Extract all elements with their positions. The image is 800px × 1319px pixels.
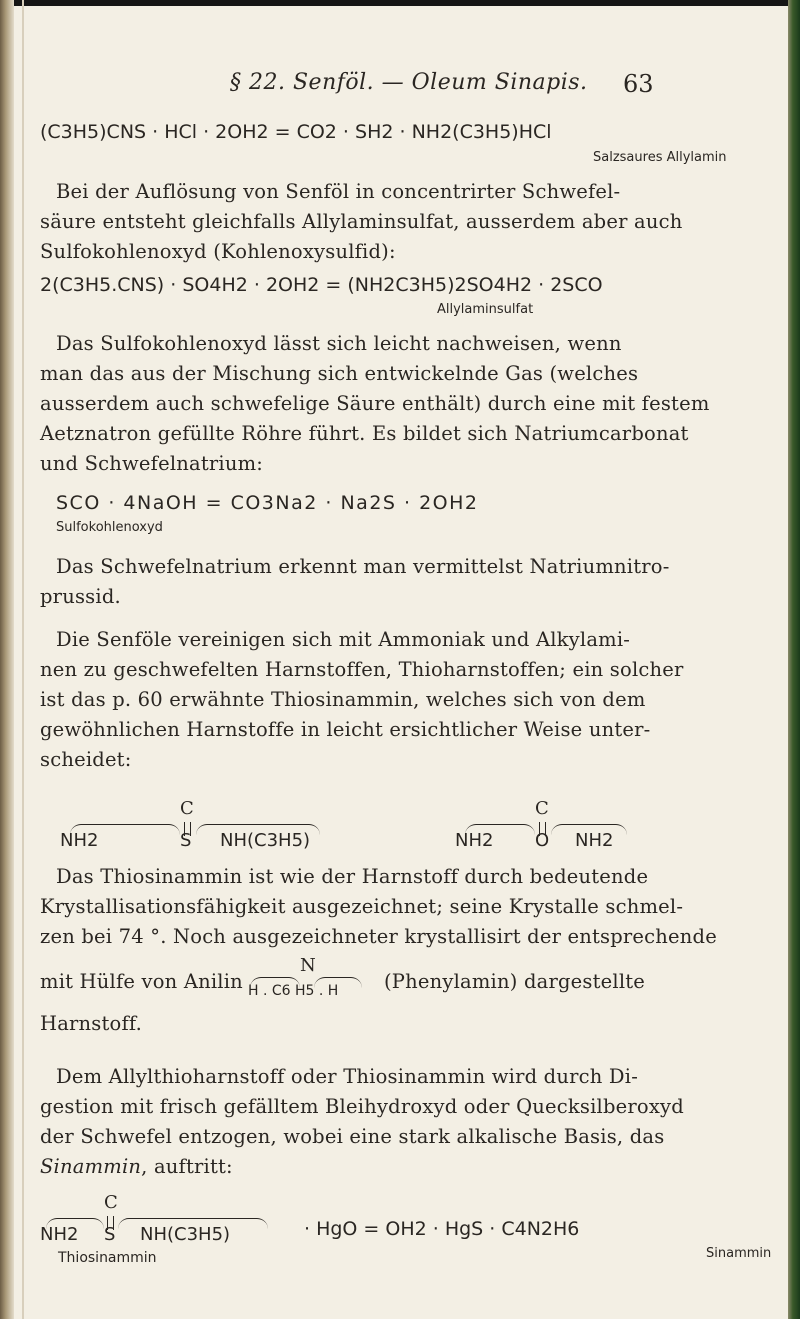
paragraph-1-line-3: Sulfokohlenoxyd (Kohlenoxysulfid): — [40, 240, 396, 263]
book-edge-right — [788, 0, 800, 1319]
paragraph-2-line-4: Aetznatron gefüllte Röhre führt. Es bildet sich Natriumcarbonat — [40, 422, 689, 445]
formula-3-label: Sulfokohlenoxyd — [56, 520, 163, 535]
final-product-label: Sinammin — [706, 1246, 772, 1261]
paragraph-5-line-2: Krystallisationsfähigkeit ausgezeichnet; seine Krystalle schmel- — [40, 895, 684, 918]
formula-2-label: Allylaminsulfat — [437, 302, 534, 317]
paragraph-2-line-1: Das Sulfokohlenoxyd lässt sich leicht nachweisen, wenn — [56, 332, 622, 355]
anilin-struct-top: N — [300, 955, 316, 976]
paragraph-6-line-2: gestion mit frisch gefälltem Bleihydroxyd oder Quecksilberoxyd — [40, 1095, 684, 1118]
binding-shadow — [0, 0, 14, 1319]
formula-2: 2(C3H5.CNS) · SO4H2 · 2OH2 = (NH2C3H5)2SO4H2 · 2SCO — [40, 274, 603, 296]
structure-1-top: C — [180, 798, 194, 819]
formula-3: SCO · 4NaOH = CO3Na2 · Na2S · 2OH2 — [56, 492, 479, 514]
paragraph-4-line-5: scheidet: — [40, 748, 132, 771]
paragraph-2-line-5: und Schwefelnatrium: — [40, 452, 264, 475]
aniline-line-before: mit Hülfe von Anilin — [40, 970, 243, 993]
final-struct-left: NH2 — [40, 1224, 79, 1245]
structure-1-middle: S — [180, 830, 192, 851]
page-number: 63 — [623, 70, 654, 98]
paragraph-6-line-3: der Schwefel entzogen, wobei eine stark alkalische Basis, das — [40, 1125, 665, 1148]
paragraph-5-line-1: Das Thiosinammin ist wie der Harnstoff durch bedeutende — [56, 865, 649, 888]
paragraph-3-line-2: prussid. — [40, 585, 121, 608]
structure-thiosinammin — [60, 798, 340, 851]
aniline-line-after: (Phenylamin) dargestellte — [384, 970, 646, 993]
header-title: § 22. Senföl. — Oleum Sinapis. — [230, 70, 588, 95]
final-struct-middle: S — [104, 1224, 116, 1245]
paragraph-3-line-1: Das Schwefelnatrium erkennt man vermittelst Natriumnitro- — [56, 555, 670, 578]
final-struct-label: Thiosinammin — [58, 1250, 157, 1266]
paragraph-1-line-1: Bei der Auflösung von Senföl in concentrirter Schwefel- — [56, 180, 621, 203]
structure-2-right: NH2 — [575, 830, 614, 851]
formula-1-label: Salzsaures Allylamin — [593, 150, 727, 165]
structure-final — [40, 1192, 300, 1272]
paragraph-6-line-4-rest: , auftritt: — [141, 1155, 233, 1178]
structure-anilin — [246, 955, 366, 1005]
paragraph-2-line-3: ausserdem auch schwefelige Säure enthält) durch eine mit festem — [40, 392, 710, 415]
page-fold — [22, 0, 24, 1319]
final-formula-rest: · HgO = OH2 · HgS · C4N2H6 — [304, 1218, 580, 1240]
paragraph-1-line-2: säure entsteht gleichfalls Allylaminsulfat, ausserdem aber auch — [40, 210, 683, 233]
structure-harnstoff — [455, 798, 645, 851]
structure-2-top: C — [535, 798, 549, 819]
formula-1: (C3H5)CNS · HCl · 2OH2 = CO2 · SH2 · NH2(C3H5)HCl — [40, 121, 552, 143]
running-header — [0, 70, 800, 102]
structure-2-left: NH2 — [455, 830, 494, 851]
final-struct-top: C — [104, 1192, 118, 1213]
paragraph-4-line-2: nen zu geschwefelten Harnstoffen, Thioharnstoffen; ein solcher — [40, 658, 684, 681]
paragraph-4-line-1: Die Senföle vereinigen sich mit Ammoniak und Alkylami- — [56, 628, 631, 651]
paragraph-2-line-2: man das aus der Mischung sich entwickelnde Gas (welches — [40, 362, 639, 385]
paragraph-4-line-3: ist das p. 60 erwähnte Thiosinammin, welches sich von dem — [40, 688, 646, 711]
paragraph-4-line-4: gewöhnlichen Harnstoffe in leicht ersichtlicher Weise unter- — [40, 718, 651, 741]
structure-2-middle: O — [535, 830, 550, 851]
structure-1-right: NH(C3H5) — [220, 830, 311, 851]
structure-1-left: NH2 — [60, 830, 99, 851]
paragraph-5-end: Harnstoff. — [40, 1012, 143, 1035]
paragraph-6-line-1: Dem Allylthioharnstoff oder Thiosinammin wird durch Di- — [56, 1065, 638, 1088]
scan-top-edge — [0, 0, 800, 6]
final-struct-right: NH(C3H5) — [140, 1224, 231, 1245]
paragraph-6-line-4 — [40, 1155, 233, 1178]
anilin-struct-bottom: H . C6 H5 . H — [248, 983, 339, 999]
paragraph-5-line-3: zen bei 74 °. Noch ausgezeichneter krystallisirt der entsprechende — [40, 925, 717, 948]
sinammin-italic: Sinammin — [40, 1155, 142, 1178]
